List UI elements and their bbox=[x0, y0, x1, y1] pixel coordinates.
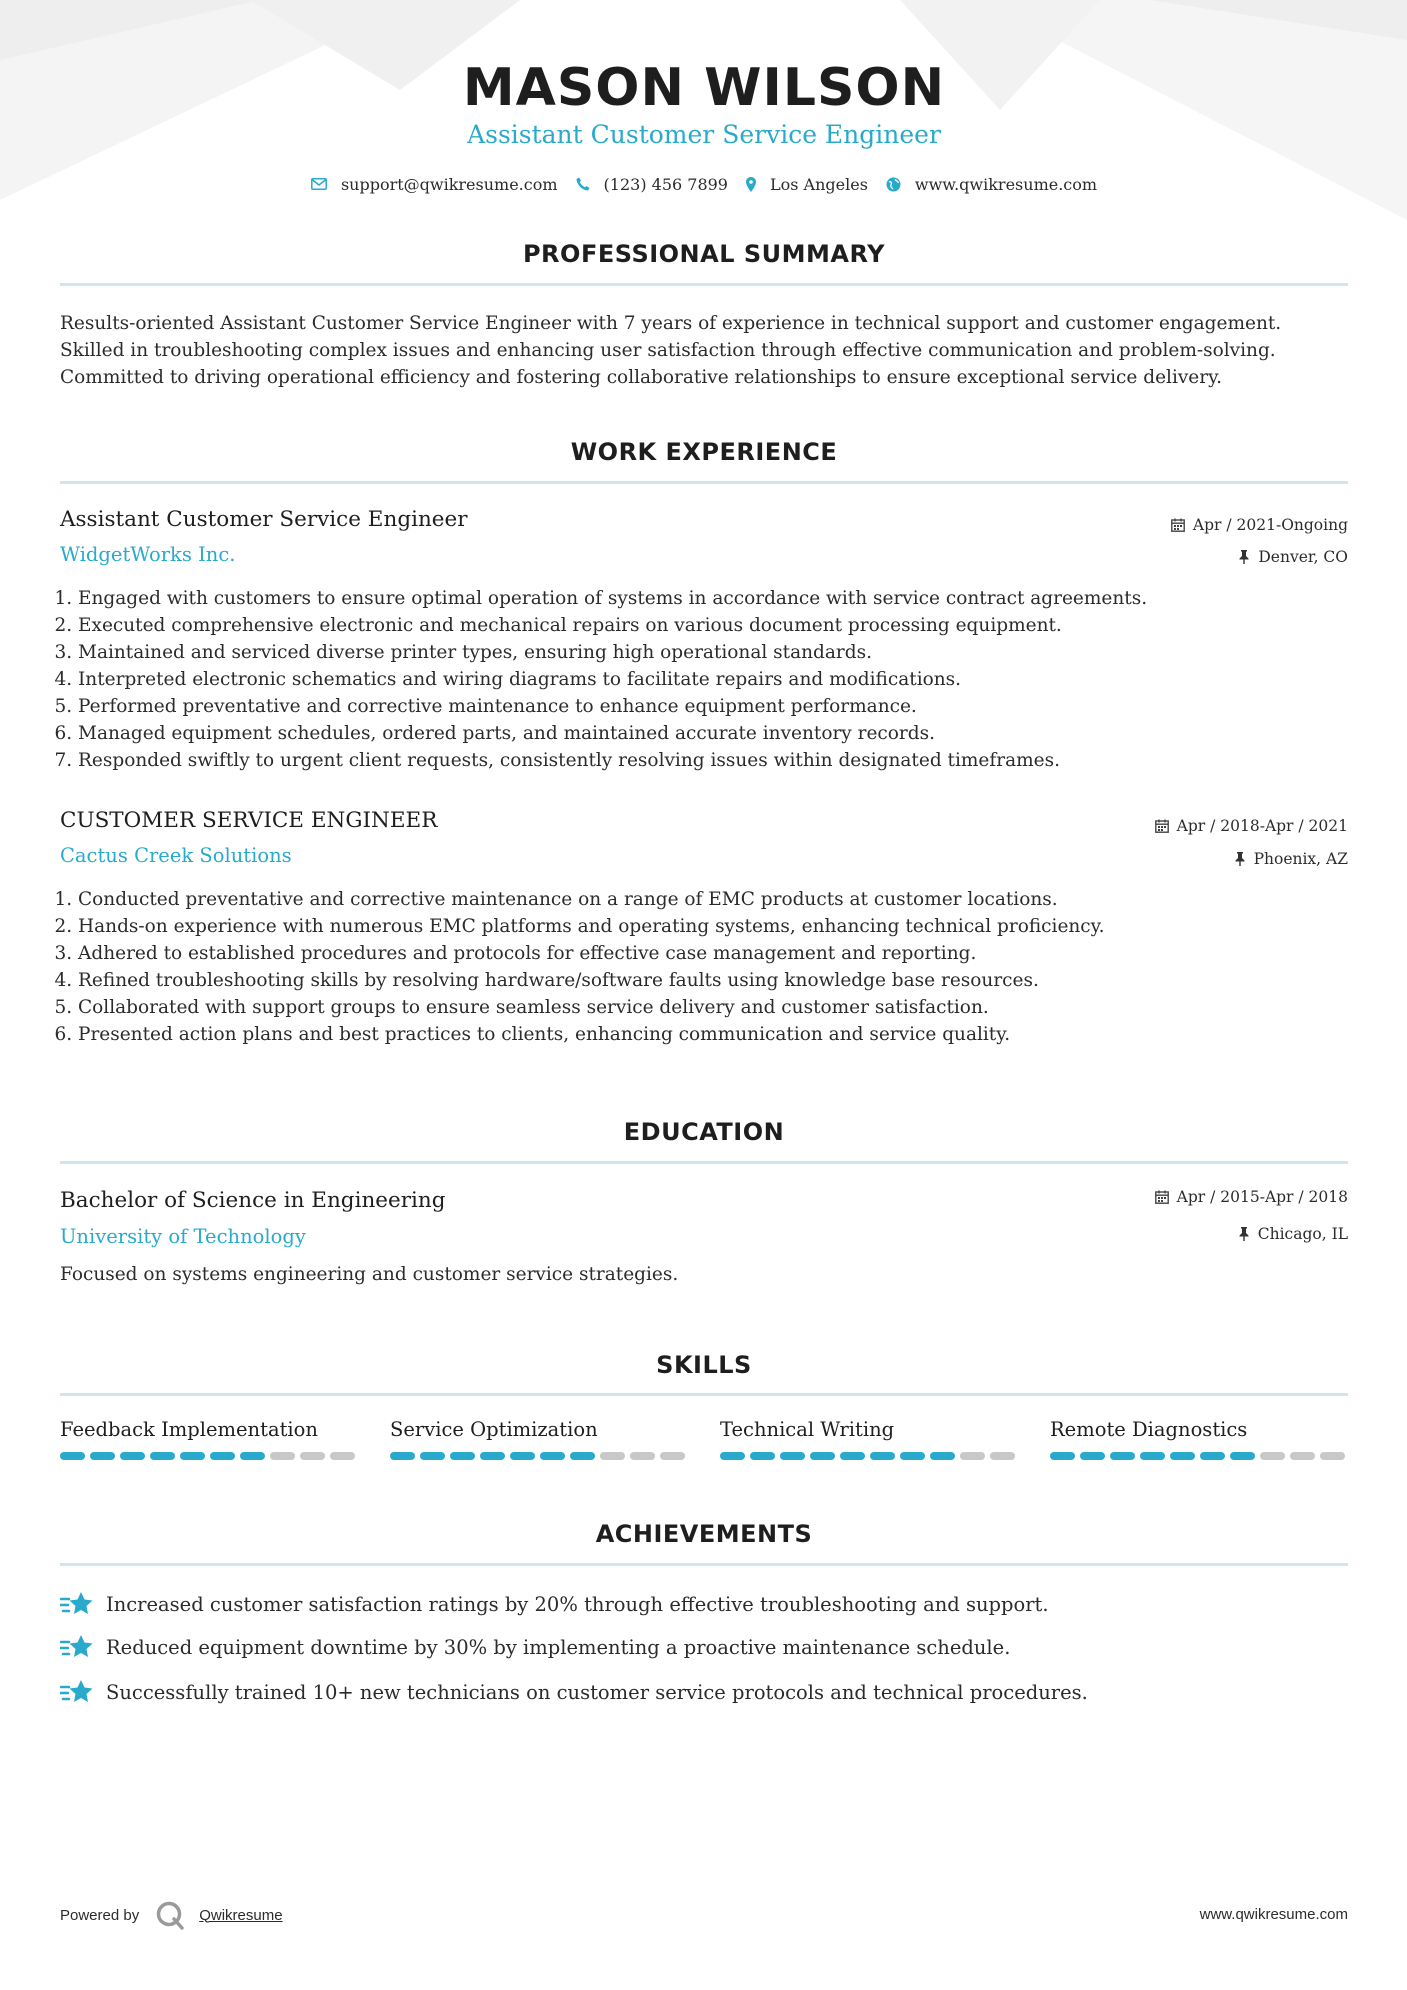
job-dates-text: Apr / 2018-Apr / 2021 bbox=[1176, 817, 1348, 835]
list-item: 3. Adhered to established procedures and protocols for effective case management and reporting. bbox=[78, 940, 1348, 967]
summary-divider bbox=[60, 283, 1348, 286]
candidate-role: Assistant Customer Service Engineer bbox=[467, 120, 941, 149]
job-location-text: Phoenix, AZ bbox=[1253, 850, 1348, 868]
list-item: 2. Executed comprehensive electronic and mechanical repairs on various document processing equipment. bbox=[78, 612, 1348, 639]
calendar-icon bbox=[1155, 819, 1169, 833]
footer-powered-by bbox=[60, 1900, 283, 1930]
skill-segment-filled bbox=[750, 1452, 775, 1460]
skill-segment-filled bbox=[240, 1452, 265, 1460]
skill-segment-filled bbox=[210, 1452, 235, 1460]
job-location bbox=[1238, 548, 1348, 566]
list-item: 5. Collaborated with support groups to ensure seamless service delivery and customer satisfaction. bbox=[78, 994, 1348, 1021]
skill-segment-empty bbox=[1260, 1452, 1285, 1460]
education-dates bbox=[1155, 1188, 1348, 1206]
job-duties-list bbox=[60, 585, 1348, 774]
skill-segment-filled bbox=[900, 1452, 925, 1460]
contact-location bbox=[746, 175, 868, 194]
skill-segment-filled bbox=[1140, 1452, 1165, 1460]
education-heading: EDUCATION bbox=[623, 1118, 785, 1146]
summary-heading: PROFESSIONAL SUMMARY bbox=[522, 240, 886, 268]
globe-icon bbox=[886, 177, 901, 192]
pushpin-icon bbox=[1238, 1227, 1250, 1241]
skill-level-bar bbox=[720, 1452, 1020, 1460]
skill-item bbox=[390, 1418, 690, 1460]
skill-level-bar bbox=[390, 1452, 690, 1460]
skill-segment-filled bbox=[1170, 1452, 1195, 1460]
skill-segment-empty bbox=[1320, 1452, 1345, 1460]
skill-segment-filled bbox=[570, 1452, 595, 1460]
phone-icon bbox=[576, 177, 590, 191]
job-location-text: Denver, CO bbox=[1258, 548, 1348, 566]
achievement-item bbox=[60, 1590, 1049, 1618]
job-location bbox=[1234, 850, 1348, 868]
skill-segment-filled bbox=[480, 1452, 505, 1460]
education-location bbox=[1238, 1225, 1348, 1243]
job-dates-text: Apr / 2021-Ongoing bbox=[1192, 516, 1348, 534]
skills-divider bbox=[60, 1393, 1348, 1396]
list-item: 1. Conducted preventative and corrective maintenance on a range of EMC products at customer locations. bbox=[78, 886, 1348, 913]
skill-name: Feedback Implementation bbox=[60, 1418, 318, 1441]
website-text: www.qwikresume.com bbox=[914, 174, 1098, 194]
skill-segment-filled bbox=[720, 1452, 745, 1460]
skill-segment-filled bbox=[1050, 1452, 1075, 1460]
job-title: Assistant Customer Service Engineer bbox=[60, 507, 468, 532]
achievement-item bbox=[60, 1678, 1088, 1706]
skill-segment-filled bbox=[90, 1452, 115, 1460]
summary-text: Results-oriented Assistant Customer Service Engineer with 7 years of experience in technical support and customer engagement. Skilled in troubleshooting complex issues and enhancing user satisfaction through effective communication and problem-solving. Committed to driving operational efficiency and fostering collaborative relationships to ensure exceptional service delivery. bbox=[60, 313, 1282, 388]
achievement-text: Reduced equipment downtime by 30% by implementing a proactive maintenance schedule. bbox=[106, 1635, 1011, 1659]
contact-phone[interactable] bbox=[576, 175, 728, 194]
education-dates-text: Apr / 2015-Apr / 2018 bbox=[1176, 1188, 1348, 1206]
contact-bar bbox=[60, 172, 1348, 196]
skill-segment-empty bbox=[270, 1452, 295, 1460]
experience-heading: WORK EXPERIENCE bbox=[570, 438, 838, 466]
star-icon bbox=[60, 1590, 94, 1618]
calendar-icon bbox=[1171, 518, 1185, 532]
skills-heading: SKILLS bbox=[656, 1351, 752, 1379]
school-name: University of Technology bbox=[60, 1225, 306, 1248]
achievement-text: Increased customer satisfaction ratings by 20% through effective troubleshooting and support. bbox=[106, 1592, 1049, 1616]
skill-segment-filled bbox=[930, 1452, 955, 1460]
skill-name: Remote Diagnostics bbox=[1050, 1418, 1248, 1441]
map-pin-icon bbox=[746, 177, 756, 192]
skill-item bbox=[1050, 1418, 1350, 1460]
skill-segment-empty bbox=[600, 1452, 625, 1460]
education-location-text: Chicago, IL bbox=[1257, 1225, 1348, 1243]
skill-segment-filled bbox=[420, 1452, 445, 1460]
skill-segment-filled bbox=[450, 1452, 475, 1460]
degree-title: Bachelor of Science in Engineering bbox=[60, 1188, 446, 1213]
skill-segment-empty bbox=[330, 1452, 355, 1460]
pushpin-icon bbox=[1238, 550, 1250, 564]
list-item: 7. Responded swiftly to urgent client requests, consistently resolving issues within designated timeframes. bbox=[78, 747, 1348, 774]
job-dates bbox=[1155, 817, 1348, 835]
list-item: 6. Presented action plans and best practices to clients, enhancing communication and service quality. bbox=[78, 1021, 1348, 1048]
email-text: support@qwikresume.com bbox=[340, 174, 558, 194]
skill-segment-filled bbox=[1110, 1452, 1135, 1460]
skill-segment-filled bbox=[60, 1452, 85, 1460]
list-item: 4. Refined troubleshooting skills by resolving hardware/software faults using knowledge base resources. bbox=[78, 967, 1348, 994]
skill-segment-filled bbox=[150, 1452, 175, 1460]
candidate-name: MASON WILSON bbox=[462, 58, 946, 118]
skill-segment-filled bbox=[1230, 1452, 1255, 1460]
achievement-item bbox=[60, 1633, 1010, 1661]
star-icon bbox=[60, 1678, 94, 1706]
brand-link[interactable]: Qwikresume bbox=[199, 1906, 283, 1924]
job-dates bbox=[1171, 516, 1348, 534]
skill-segment-filled bbox=[840, 1452, 865, 1460]
skill-segment-filled bbox=[870, 1452, 895, 1460]
qwikresume-logo-icon bbox=[155, 1900, 185, 1930]
job-title: CUSTOMER SERVICE ENGINEER bbox=[60, 808, 438, 833]
powered-by-label: Powered by bbox=[60, 1906, 140, 1924]
skill-level-bar bbox=[1050, 1452, 1350, 1460]
skill-segment-empty bbox=[300, 1452, 325, 1460]
calendar-icon bbox=[1155, 1190, 1169, 1204]
skill-segment-empty bbox=[960, 1452, 985, 1460]
list-item: 5. Performed preventative and corrective maintenance to enhance equipment performance. bbox=[78, 693, 1348, 720]
envelope-icon bbox=[311, 178, 327, 190]
education-description: Focused on systems engineering and customer service strategies. bbox=[60, 1264, 679, 1285]
achievement-text: Successfully trained 10+ new technicians on customer service protocols and technical procedures. bbox=[106, 1680, 1088, 1704]
star-icon bbox=[60, 1633, 94, 1661]
skill-segment-filled bbox=[540, 1452, 565, 1460]
skill-segment-filled bbox=[390, 1452, 415, 1460]
job-duties-list bbox=[60, 886, 1348, 1048]
pushpin-icon bbox=[1234, 852, 1246, 866]
skill-name: Technical Writing bbox=[720, 1418, 895, 1441]
skill-segment-empty bbox=[1290, 1452, 1315, 1460]
skill-segment-filled bbox=[120, 1452, 145, 1460]
phone-text: (123) 456 7899 bbox=[603, 174, 728, 194]
skill-name: Service Optimization bbox=[390, 1418, 598, 1441]
list-item: 6. Managed equipment schedules, ordered parts, and maintained accurate inventory records. bbox=[78, 720, 1348, 747]
footer-url[interactable]: www.qwikresume.com bbox=[1199, 1906, 1348, 1923]
skill-segment-filled bbox=[810, 1452, 835, 1460]
job-company: Cactus Creek Solutions bbox=[60, 844, 292, 867]
job-company: WidgetWorks Inc. bbox=[60, 543, 236, 566]
skill-item bbox=[60, 1418, 360, 1460]
skill-segment-filled bbox=[510, 1452, 535, 1460]
list-item: 2. Hands-on experience with numerous EMC platforms and operating systems, enhancing technical proficiency. bbox=[78, 913, 1348, 940]
contact-email[interactable] bbox=[311, 175, 558, 194]
skill-segment-empty bbox=[660, 1452, 685, 1460]
list-item: 3. Maintained and serviced diverse printer types, ensuring high operational standards. bbox=[78, 639, 1348, 666]
education-divider bbox=[60, 1161, 1348, 1164]
achievements-heading: ACHIEVEMENTS bbox=[595, 1520, 813, 1548]
skill-segment-filled bbox=[180, 1452, 205, 1460]
skill-segment-filled bbox=[1200, 1452, 1225, 1460]
achievements-divider bbox=[60, 1563, 1348, 1566]
contact-website[interactable] bbox=[886, 175, 1097, 194]
experience-divider bbox=[60, 481, 1348, 484]
list-item: 4. Interpreted electronic schematics and wiring diagrams to facilitate repairs and modifications. bbox=[78, 666, 1348, 693]
skill-item bbox=[720, 1418, 1020, 1460]
skill-segment-filled bbox=[1080, 1452, 1105, 1460]
list-item: 1. Engaged with customers to ensure optimal operation of systems in accordance with service contract agreements. bbox=[78, 585, 1348, 612]
location-text: Los Angeles bbox=[769, 174, 868, 194]
skill-segment-filled bbox=[780, 1452, 805, 1460]
skill-segment-empty bbox=[630, 1452, 655, 1460]
skill-segment-empty bbox=[990, 1452, 1015, 1460]
skill-level-bar bbox=[60, 1452, 360, 1460]
